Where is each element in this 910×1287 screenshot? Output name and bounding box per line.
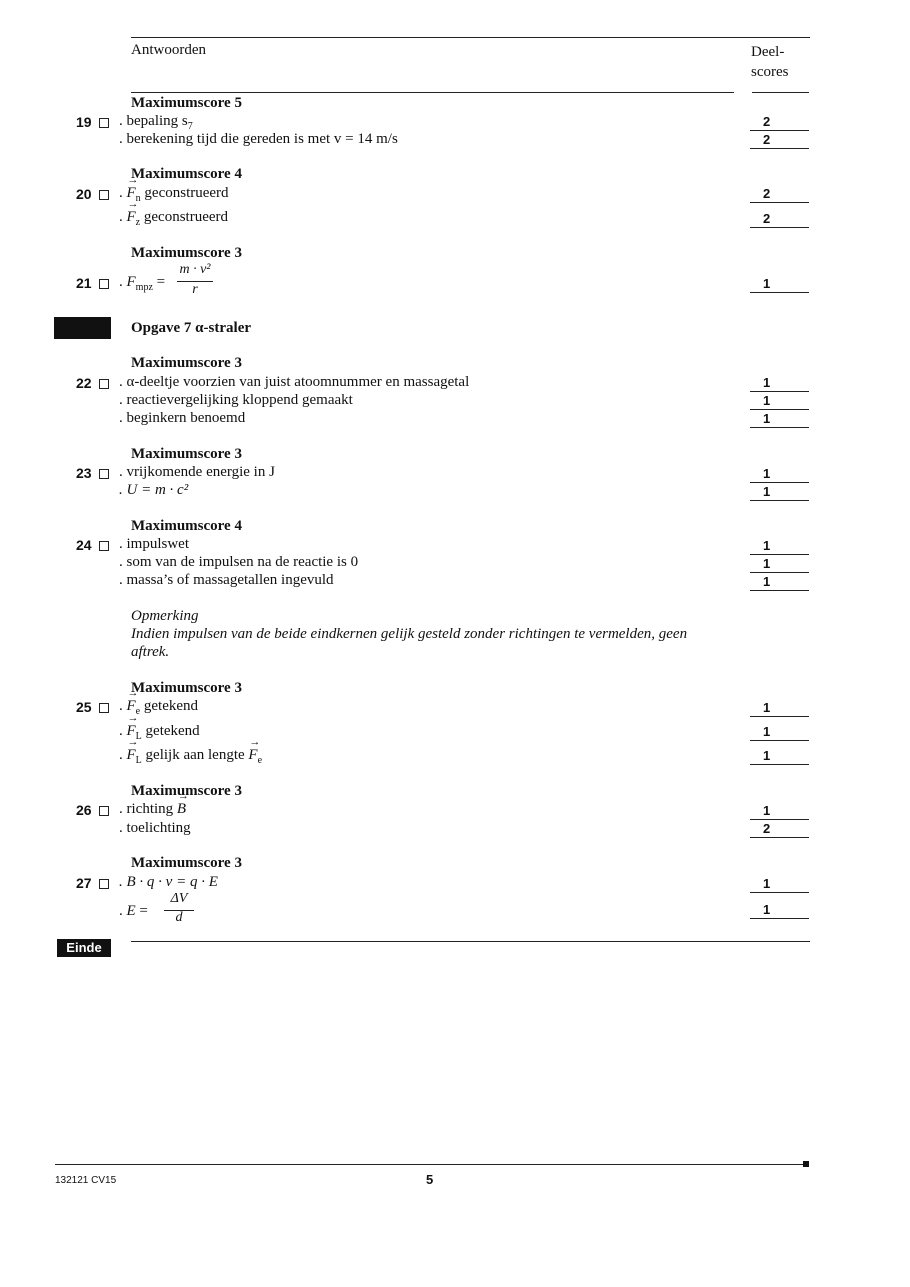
q20-number: 20 bbox=[76, 186, 92, 202]
q24-item-3: . massa’s of massagetallen ingevuld bbox=[119, 572, 334, 588]
header-scores-label bbox=[751, 42, 789, 82]
q27-item-2-lhs: . E = bbox=[119, 903, 148, 919]
q23-score-1-value: 1 bbox=[763, 466, 771, 481]
q27-score-2-value: 1 bbox=[763, 902, 771, 917]
q27-item-1: . B · q · v = q · E bbox=[119, 874, 218, 890]
header-answers-label: Antwoorden bbox=[131, 42, 206, 58]
q25-item-3: . → $F_L$ gelijk aan lengte → $F_e$ bbox=[119, 747, 262, 766]
q23-score-1 bbox=[750, 466, 809, 483]
q26-item-1 bbox=[119, 801, 186, 818]
q21-score-1-value: 1 bbox=[763, 276, 771, 291]
q20-score-2 bbox=[750, 211, 809, 228]
q24-score-1 bbox=[750, 538, 809, 555]
q22-item-3: . beginkern benoemd bbox=[119, 410, 246, 426]
footer-exam-code: 132121 CV15 bbox=[55, 1175, 117, 1186]
page-number: 5 bbox=[426, 1172, 434, 1187]
q23-score-2-value: 1 bbox=[763, 484, 771, 499]
q24-item-1: . impulswet bbox=[119, 536, 189, 552]
q19-score-1-value: 2 bbox=[763, 114, 771, 129]
q26-score-2-value: 2 bbox=[763, 821, 771, 836]
q25-maxscore: Maximumscore 3 bbox=[131, 680, 242, 696]
q21-checkbox[interactable] bbox=[99, 279, 109, 289]
header-scores-line1: Deel- bbox=[751, 44, 785, 60]
q25-checkbox[interactable] bbox=[99, 703, 109, 713]
header-rule-right bbox=[752, 92, 809, 93]
q20-item-2-sub: z bbox=[135, 217, 141, 228]
q24-remark-title: Opmerking bbox=[131, 608, 199, 624]
q22-score-2 bbox=[750, 393, 809, 410]
q24-score-2 bbox=[750, 556, 809, 573]
footer-rule bbox=[55, 1164, 807, 1165]
q21-lhs-sub: mpz bbox=[135, 282, 153, 293]
q26-item-2: . toelichting bbox=[119, 820, 191, 836]
q23-maxscore: Maximumscore 3 bbox=[131, 446, 242, 462]
q19-item-1-sub: 7 bbox=[187, 121, 193, 132]
q26-score-2 bbox=[750, 821, 809, 838]
q27-fraction-numerator: ΔV bbox=[170, 891, 188, 906]
q19-item-2: . berekening tijd die gereden is met v = 14 m/s bbox=[119, 131, 398, 147]
header-rule-left bbox=[131, 92, 734, 93]
end-rule bbox=[131, 941, 810, 942]
q24-maxscore: Maximumscore 4 bbox=[131, 518, 242, 534]
q24-remark-line-2: aftrek. bbox=[131, 644, 170, 660]
q26-maxscore: Maximumscore 3 bbox=[131, 783, 242, 799]
q25-item-1-sub: e bbox=[135, 706, 141, 717]
q25-item-1-text: getekend bbox=[143, 698, 199, 714]
q19-number: 19 bbox=[76, 114, 92, 130]
q20-maxscore: Maximumscore 4 bbox=[131, 166, 242, 182]
q22-score-1 bbox=[750, 375, 809, 392]
q27-fraction-denominator: d bbox=[175, 910, 183, 925]
q20-score-1-value: 2 bbox=[763, 186, 771, 201]
q21-formula-lhs: . $F_{mpz}$ = bbox=[119, 274, 166, 293]
q25-score-3-value: 1 bbox=[763, 748, 771, 763]
q27-maxscore: Maximumscore 3 bbox=[131, 855, 242, 871]
q19-checkbox[interactable] bbox=[99, 118, 109, 128]
q27-number: 27 bbox=[76, 875, 92, 891]
q26-checkbox[interactable] bbox=[99, 806, 109, 816]
q25-score-2 bbox=[750, 724, 809, 741]
q25-item-1: . → $F_e$ getekend bbox=[119, 698, 198, 717]
q24-score-3 bbox=[750, 574, 809, 591]
q25-score-3 bbox=[750, 748, 809, 765]
q23-item-1: . vrijkomende energie in J bbox=[119, 464, 275, 480]
q22-score-3 bbox=[750, 411, 809, 428]
q25-item-3-sub2: e bbox=[257, 755, 263, 766]
q19-maxscore: Maximumscore 5 bbox=[131, 95, 242, 111]
q25-item-2-text: getekend bbox=[145, 723, 200, 739]
q25-item-3-text: gelijk aan lengte bbox=[145, 747, 245, 763]
q25-score-1 bbox=[750, 700, 809, 717]
q22-score-2-value: 1 bbox=[763, 393, 771, 408]
q23-number: 23 bbox=[76, 465, 92, 481]
header-scores-line2: scores bbox=[751, 64, 789, 80]
q19-item-1-text: . bepaling s bbox=[119, 113, 188, 129]
q25-number: 25 bbox=[76, 699, 92, 715]
q21-number: 21 bbox=[76, 275, 92, 291]
q26-item-1-text: . richting bbox=[119, 801, 174, 817]
q20-item-1: . → $F_n$ geconstrueerd bbox=[119, 185, 229, 204]
q21-score-1 bbox=[750, 276, 809, 293]
q20-item-1-sub: n bbox=[135, 193, 141, 204]
q20-score-1 bbox=[750, 186, 809, 203]
q27-score-2 bbox=[750, 902, 809, 919]
q19-score-2-value: 2 bbox=[763, 132, 771, 147]
q19-item-1 bbox=[119, 113, 193, 132]
q25-score-2-value: 1 bbox=[763, 724, 771, 739]
q26-score-1-value: 1 bbox=[763, 803, 771, 818]
q22-score-1-value: 1 bbox=[763, 375, 771, 390]
end-label: Einde bbox=[57, 939, 111, 957]
q24-score-1-value: 1 bbox=[763, 538, 771, 553]
q22-score-3-value: 1 bbox=[763, 411, 771, 426]
q21-maxscore: Maximumscore 3 bbox=[131, 245, 242, 261]
q22-checkbox[interactable] bbox=[99, 379, 109, 389]
q26-number: 26 bbox=[76, 802, 92, 818]
vector-b-symbol: → B bbox=[177, 801, 186, 818]
q27-checkbox[interactable] bbox=[99, 879, 109, 889]
q24-item-2: . som van de impulsen na de reactie is 0 bbox=[119, 554, 359, 570]
q20-item-1-text: geconstrueerd bbox=[144, 185, 229, 201]
q19-score-2 bbox=[750, 132, 809, 149]
q21-fraction-numerator: m · v² bbox=[179, 262, 211, 277]
q22-maxscore: Maximumscore 3 bbox=[131, 355, 242, 371]
top-rule bbox=[131, 37, 810, 38]
q27-score-1 bbox=[750, 876, 809, 893]
section-marker-bar bbox=[54, 317, 111, 339]
q20-item-2: . → $F_z$ geconstrueerd bbox=[119, 209, 228, 228]
q27-score-1-value: 1 bbox=[763, 876, 771, 891]
q24-score-2-value: 1 bbox=[763, 556, 771, 571]
q23-item-2: . U = m · c² bbox=[119, 482, 189, 498]
q25-item-2-sub: L bbox=[135, 731, 142, 742]
q23-score-2 bbox=[750, 484, 809, 501]
q22-item-1: . α-deeltje voorzien van juist atoomnummer en massagetal bbox=[119, 374, 470, 390]
q20-checkbox[interactable] bbox=[99, 190, 109, 200]
q24-checkbox[interactable] bbox=[99, 541, 109, 551]
q25-score-1-value: 1 bbox=[763, 700, 771, 715]
section-title: Opgave 7 α-straler bbox=[131, 320, 252, 336]
q21-fraction-denominator: r bbox=[192, 282, 198, 297]
q24-remark-line-1: Indien impulsen van de beide eindkernen gelijk gesteld zonder richtingen te vermelden, geen bbox=[131, 626, 688, 642]
footer-rule-end-marker bbox=[803, 1161, 809, 1167]
q25-item-3-sub: L bbox=[135, 755, 142, 766]
q22-item-2: . reactievergelijking kloppend gemaakt bbox=[119, 392, 353, 408]
q19-score-1 bbox=[750, 114, 809, 131]
q20-item-2-text: geconstrueerd bbox=[143, 209, 229, 225]
q24-number: 24 bbox=[76, 537, 92, 553]
q22-number: 22 bbox=[76, 375, 92, 391]
q26-score-1 bbox=[750, 803, 809, 820]
q20-score-2-value: 2 bbox=[763, 211, 771, 226]
q23-checkbox[interactable] bbox=[99, 469, 109, 479]
q24-score-3-value: 1 bbox=[763, 574, 771, 589]
q25-item-2: . → $F_L$ getekend bbox=[119, 723, 200, 742]
